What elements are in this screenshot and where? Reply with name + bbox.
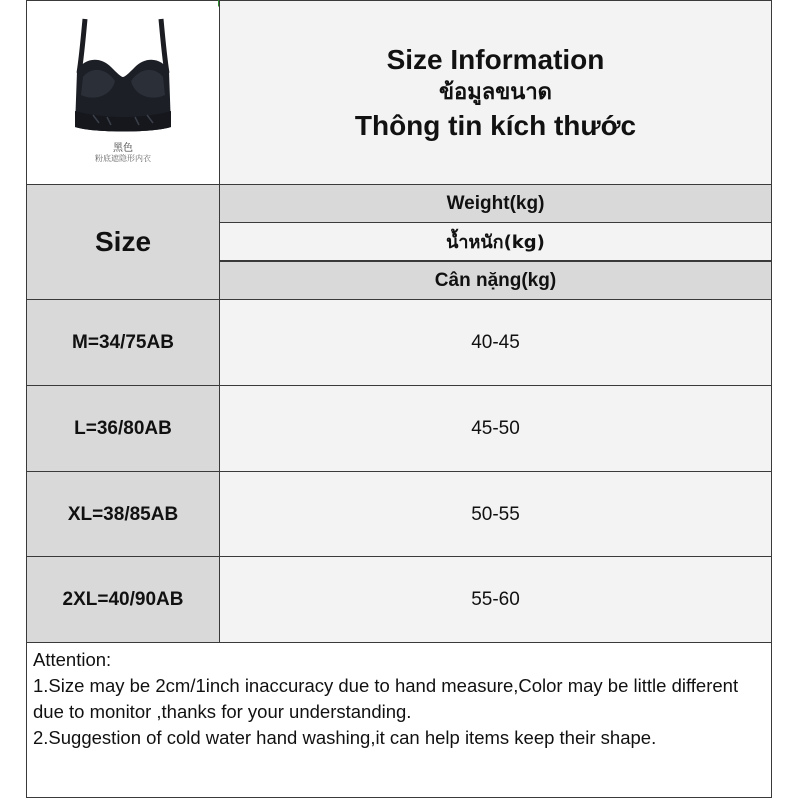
title-english: Size Information xyxy=(386,43,605,75)
weight-header-english: Weight(kg) xyxy=(219,184,772,223)
size-cell-m: M=34/75AB xyxy=(26,299,220,386)
bra-product-image xyxy=(63,11,183,139)
title-vietnamese: Thông tin kích thước xyxy=(354,109,637,141)
weight-cell-m: 40-45 xyxy=(219,299,772,386)
weight-cell-l: 45-50 xyxy=(219,385,772,472)
size-cell-xl: XL=38/85AB xyxy=(26,471,220,558)
attention-notes xyxy=(26,642,772,798)
title-thai: ข้อมูลขนาด xyxy=(439,79,552,105)
product-color-label: 黑色 xyxy=(113,143,133,154)
weight-cell-2xl: 55-60 xyxy=(219,556,772,643)
product-image-cell xyxy=(26,0,220,185)
attention-note-1: 1.Size may be 2cm/1inch inaccuracy due to hand measure,Color may be little different due to monitor ,thanks for your understanding. xyxy=(33,675,739,722)
header-cell xyxy=(219,0,772,185)
weight-header-thai: น้ำหนัก(kg) xyxy=(219,222,772,261)
size-cell-2xl: 2XL=40/90AB xyxy=(26,556,220,643)
size-chart xyxy=(26,0,772,798)
attention-title: Attention: xyxy=(33,649,112,670)
size-cell-l: L=36/80AB xyxy=(26,385,220,472)
weight-cell-xl: 50-55 xyxy=(219,471,772,558)
product-subtitle: 粉底遮隐形内衣 xyxy=(95,154,151,163)
size-column-header: Size xyxy=(26,184,220,300)
weight-header-vietnamese: Cân nặng(kg) xyxy=(219,261,772,300)
attention-note-2: 2.Suggestion of cold water hand washing,it can help items keep their shape. xyxy=(33,727,657,748)
